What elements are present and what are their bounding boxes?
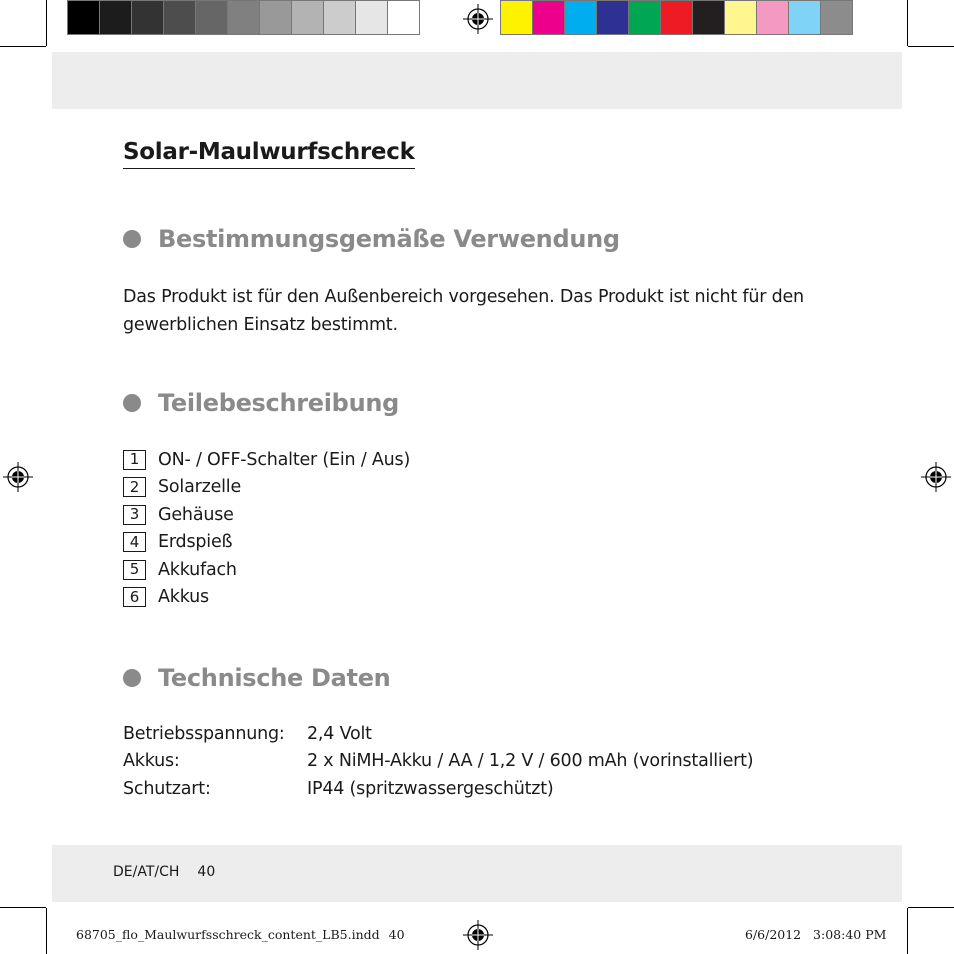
part-number-box: 4 (123, 532, 146, 552)
process-color-bar (500, 0, 852, 37)
list-item (123, 501, 410, 529)
color-swatch (323, 0, 356, 35)
slug-filename: 68705_flo_Maulwurfsschreck_content_LB5.indd (76, 927, 380, 942)
color-swatch (500, 0, 533, 35)
part-number-box: 2 (123, 477, 146, 497)
part-label: ON- / OFF-Schalter (Ein / Aus) (158, 449, 411, 470)
section-heading-text: Teilebeschreibung (158, 389, 400, 417)
color-swatch (227, 0, 260, 35)
color-swatch (788, 0, 821, 35)
crop-mark (907, 0, 908, 46)
part-label: Akkufach (158, 559, 237, 580)
part-number-box: 5 (123, 560, 146, 580)
filled-circle-bullet-icon (123, 230, 141, 248)
color-swatch (532, 0, 565, 35)
color-swatch (564, 0, 597, 35)
section-heading-parts (123, 389, 399, 417)
color-swatch (67, 0, 100, 35)
part-number-box: 6 (123, 587, 146, 607)
color-swatch (355, 0, 388, 35)
list-item (123, 446, 410, 474)
spec-key: Akkus: (123, 751, 180, 772)
part-number-box: 3 (123, 505, 146, 525)
part-label: Solarzelle (158, 477, 242, 498)
table-row (123, 775, 753, 803)
spec-value: 2 x NiMH-Akku / AA / 1,2 V / 600 mAh (vorinstalliert) (307, 751, 754, 772)
crosshair-registration-icon (921, 462, 951, 492)
section-heading-specs (123, 664, 390, 692)
footer-language: DE/AT/CH (113, 864, 180, 880)
color-swatch (596, 0, 629, 35)
filled-circle-bullet-icon (123, 394, 141, 412)
color-swatch (259, 0, 292, 35)
grayscale-color-bar (67, 0, 419, 37)
color-swatch (163, 0, 196, 35)
color-swatch (99, 0, 132, 35)
usage-paragraph: Das Produkt ist für den Außenbereich vorgesehen. Das Produkt ist nicht für den gewerblichen Einsatz bestimmt. (123, 287, 804, 335)
crop-mark (46, 0, 47, 46)
crosshair-registration-icon (3, 462, 33, 492)
section-heading-text: Technische Daten (158, 664, 391, 692)
footer-page-number: 40 (197, 864, 216, 880)
spec-value: IP44 (spritzwassergeschützt) (307, 778, 554, 799)
list-item (123, 529, 410, 557)
page-title: Solar-Maulwurfschreck (123, 139, 415, 169)
list-item (123, 556, 410, 584)
list-item (123, 584, 410, 612)
crosshair-registration-icon (463, 4, 493, 34)
spec-key: Schutzart: (123, 778, 211, 799)
parts-list (123, 446, 410, 611)
color-swatch (628, 0, 661, 35)
slug-page: 40 (388, 927, 405, 942)
crop-mark (0, 46, 46, 47)
color-swatch (756, 0, 789, 35)
color-swatch (724, 0, 757, 35)
color-swatch (660, 0, 693, 35)
crop-mark (908, 907, 954, 908)
color-swatch (820, 0, 853, 35)
list-item (123, 474, 410, 502)
spec-value: 2,4 Volt (307, 723, 372, 744)
crop-mark (0, 907, 46, 908)
part-number-box: 1 (123, 450, 146, 470)
section-heading-usage (123, 225, 620, 253)
color-swatch (692, 0, 725, 35)
crop-mark (908, 46, 954, 47)
slug-file-info (76, 927, 405, 942)
table-row (123, 748, 753, 776)
part-label: Gehäuse (158, 504, 234, 525)
crop-mark (907, 908, 908, 954)
specs-table (123, 720, 753, 803)
part-label: Akkus (158, 587, 209, 608)
color-swatch (131, 0, 164, 35)
part-label: Erdspieß (158, 532, 233, 553)
crop-mark (46, 908, 47, 954)
crosshair-registration-icon (463, 920, 493, 950)
section-heading-text: Bestimmungsgemäße Verwendung (158, 225, 620, 253)
header-band (52, 52, 902, 109)
page-footer (113, 864, 215, 880)
spec-key: Betriebsspannung: (123, 723, 285, 744)
color-swatch (387, 0, 420, 35)
filled-circle-bullet-icon (123, 669, 141, 687)
color-swatch (291, 0, 324, 35)
slug-timestamp: 6/6/2012 3:08:40 PM (745, 927, 887, 942)
color-swatch (195, 0, 228, 35)
table-row (123, 720, 753, 748)
